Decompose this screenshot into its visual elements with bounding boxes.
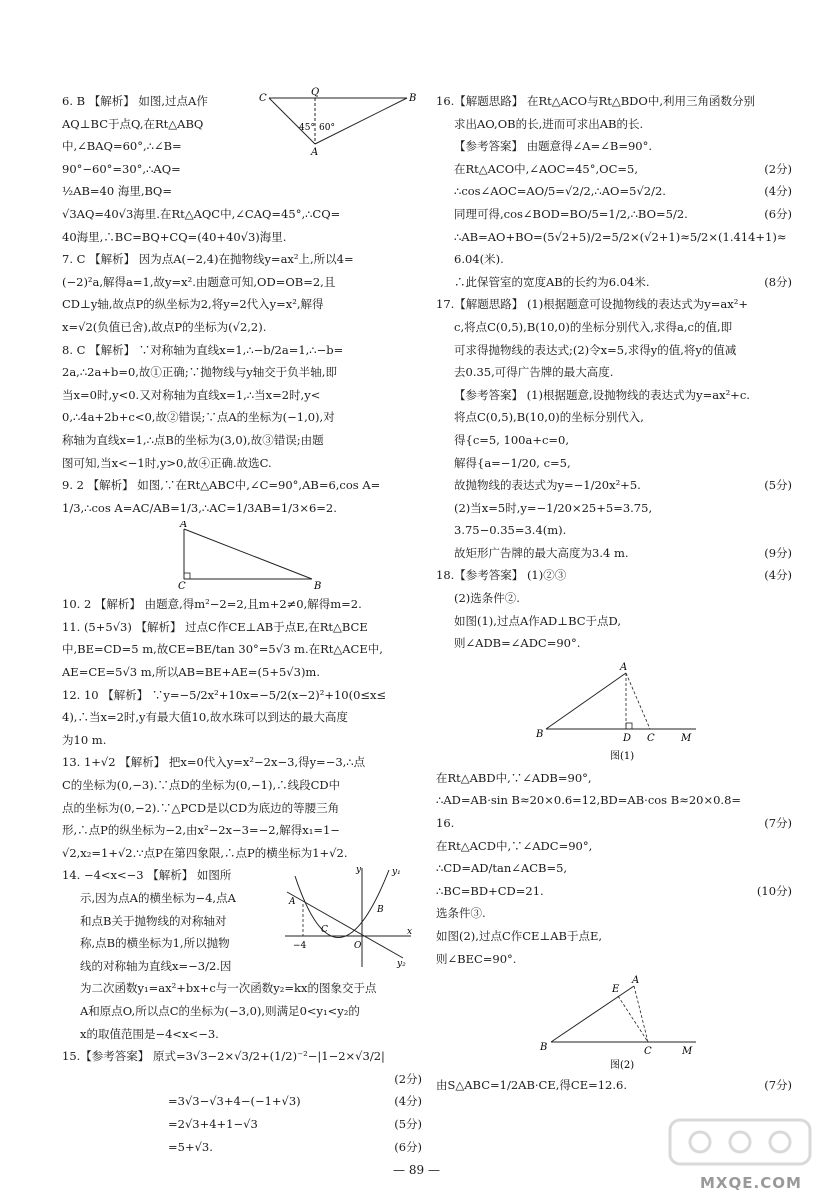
answer-16-line: ∴此保管室的宽度AB的长约为6.04米.	[454, 274, 650, 289]
answer-16-line: 【参考答案】 由题意得∠A=∠B=90°.	[454, 139, 652, 154]
fig14-label-y: y	[356, 865, 362, 876]
fig2-label-m: M	[682, 1046, 693, 1058]
answer-14-line: 14. −4<x<−3 【解析】 如图所	[62, 868, 232, 883]
answer-13	[62, 751, 422, 864]
fig14-label-o: O	[354, 941, 362, 952]
answer-7-line: (−2)²a,解得a=1,故y=x².由题意可知,OD=OB=2,且	[62, 274, 336, 289]
score-points: (4分)	[764, 568, 792, 583]
answer-18-line: 选条件③.	[436, 906, 486, 921]
answer-11-line: 11. (5+5√3) 【解析】 过点C作CE⊥AB于点E,在Rt△BCE	[62, 619, 368, 634]
answer-6-line: 中,∠BAQ=60°,∴∠B=	[62, 139, 182, 154]
answer-18-line: 16.	[436, 816, 455, 831]
answer-13-line: 13. 1+√2 【解析】 把x=0代入y=x²−2x−3,得y=−3,∴点	[62, 755, 366, 770]
answer-18-line: ∴BC=BD+CD=21.	[436, 883, 544, 898]
answer-10-line: 10. 2 【解析】 由题意,得m²−2=2,且m+2≠0,解得m=2.	[62, 597, 362, 612]
answer-17-line: 解得{a=−1/20, c=5,	[454, 455, 571, 470]
answer-16	[436, 90, 792, 293]
answer-11-line: 中,BE=CD=5 m,故CE=BE/tan 30°=5√3 m.在Rt△ACE中,	[62, 642, 383, 657]
left-column	[62, 87, 422, 1158]
fig14-label-y2: y₂	[397, 959, 406, 970]
fig2-label-b: B	[540, 1042, 548, 1054]
answer-17-line: 17.【解题思路】 (1)根据题意可设抛物线的表达式为y=ax²+	[436, 297, 748, 312]
answer-7	[62, 248, 422, 338]
score-points: (8分)	[764, 274, 792, 289]
answer-13-line: 形,∴点P的纵坐标为−2,由x²−2x−3=−2,解得x₁=1−	[62, 823, 340, 838]
fig14-label-b: B	[377, 905, 384, 916]
fig6-label-q: Q	[311, 87, 320, 98]
answer-7-line: 7. C 【解析】 因为点A(−2,4)在抛物线y=ax²上,所以4=	[62, 252, 354, 267]
fig6-label-a: A	[311, 147, 319, 156]
watermark-text: MXQE.COM	[700, 1174, 802, 1192]
answer-18-continued	[436, 767, 792, 1097]
score-points: (10分)	[756, 883, 792, 898]
answer-9-line: 9. 2 【解析】 如图,∵在Rt△ABC中,∠C=90°,AB=6,cos A=	[62, 478, 381, 493]
answer-17-line: 得{c=5, 100a+c=0,	[454, 432, 570, 447]
fig2-label-c: C	[644, 1046, 652, 1058]
answer-7-line: x=√2(负值已舍),故点P的坐标为(√2,2).	[62, 319, 267, 334]
fig1-label-m: M	[681, 732, 692, 744]
fig14-label-x: x	[407, 927, 413, 938]
answer-8	[62, 339, 422, 475]
answer-18-line: (2)选条件②.	[454, 591, 520, 606]
answer-16-line: 求出AO,OB的长,进而可求出AB的长.	[454, 116, 644, 131]
answer-18-line: 在Rt△ACD中,∵∠ADC=90°,	[436, 838, 593, 853]
answer-18-line: 如图(1),过点A作AD⊥BC于点D,	[454, 613, 622, 628]
figure-q14	[277, 862, 417, 972]
answer-17-line: 可求得抛物线的表达式;(2)令x=5,求得y的值,将y的值减	[454, 342, 737, 357]
answer-8-line: 2a,∴2a+b=0,故①正确;∵抛物线与y轴交于负半轴,即	[62, 365, 337, 380]
answer-18-line: ∴AD=AB·sin B≈20×0.6=12,BD=AB·cos B≈20×0.8=	[436, 793, 742, 808]
figure-q6	[257, 86, 422, 156]
figure-q9	[172, 521, 372, 591]
answer-17	[436, 293, 792, 564]
answer-15-line: 15.【参考答案】 原式=3√3−2×√3/2+(1/2)⁻²−|1−2×√3/2|	[62, 1049, 385, 1064]
fig2-caption: 图(2)	[610, 1060, 635, 1072]
answer-18-line: 则∠BEC=90°.	[436, 951, 517, 966]
score-points: (9分)	[764, 545, 792, 560]
answer-17-line: 故抛物线的表达式为y=−1/20x²+5.	[454, 478, 641, 493]
answer-13-line: √2,x₂=1+√2.∵点P在第四象限,∴点P的横坐标为1+√2.	[62, 845, 348, 860]
answer-17-line: c,将点C(0,5),B(10,0)的坐标分别代入,求得a,c的值,即	[454, 319, 733, 334]
answer-16-line: 在Rt△ACO中,∠AOC=45°,OC=5,	[454, 161, 638, 176]
answer-16-line: 同理可得,cos∠BOD=BO/5=1/2,∴BO=5/2.	[454, 206, 688, 221]
answer-15	[62, 1045, 422, 1158]
answer-8-line: 图可知,当x<−1时,y>0,故④正确.故选C.	[62, 455, 272, 470]
answer-8-line: 当x=0时,y<0.又对称轴为直线x=1,∴当x=2时,y<	[62, 387, 321, 402]
answer-12-line: 为10 m.	[62, 732, 107, 747]
score-points: (4分)	[394, 1094, 422, 1109]
score-points: (4分)	[764, 184, 792, 199]
figure-18-1	[436, 657, 792, 765]
answer-6	[62, 87, 422, 248]
answer-8-line: 8. C 【解析】 ∵对称轴为直线x=1,∴−b/2a=1,∴−b=	[62, 342, 344, 357]
fig14-label-neg4: −4	[293, 941, 307, 952]
fig9-label-a: A	[180, 521, 188, 531]
answer-16-line: 6.04(米).	[454, 252, 504, 267]
answer-6-line: 90°−60°=30°,∴AQ=	[62, 161, 181, 176]
fig1-label-b: B	[536, 728, 544, 740]
answer-15-line: =5+√3.	[168, 1139, 213, 1154]
score-points: (5分)	[394, 1116, 422, 1131]
answer-17-line: 去0.35,可得广告牌的最大高度.	[454, 365, 614, 380]
answer-18-line: 则∠ADB=∠ADC=90°.	[454, 636, 581, 651]
answer-9-line: 1/3,∴cos A=AC/AB=1/3,∴AC=1/3AB=1/3×6=2.	[62, 500, 337, 515]
fig1-label-a: A	[620, 661, 628, 673]
fig6-label-c: C	[259, 93, 267, 104]
answer-14	[62, 864, 422, 1045]
fig1-label-d: D	[623, 732, 632, 744]
answer-14-line: A和原点O,所以点C的坐标为(−3,0),则满足0<y₁<y₂的	[80, 1003, 360, 1018]
fig2-label-e: E	[612, 984, 620, 996]
answer-15-line: =2√3+4+1−√3	[168, 1116, 258, 1131]
answer-9	[62, 474, 422, 591]
answer-18-line: 如图(2),过点C作CE⊥AB于点E,	[436, 929, 603, 943]
answer-18-line: 在Rt△ABD中,∵∠ADB=90°,	[436, 770, 592, 785]
answer-6-line: AQ⊥BC于点Q,在Rt△ABQ	[62, 116, 204, 131]
answer-14-line: 线的对称轴为直线x=−3/2.因	[80, 958, 232, 973]
answer-7-line: CD⊥y轴,故点P的纵坐标为2,将y=2代入y=x²,解得	[62, 297, 324, 312]
answer-14-line: 称,点B的横坐标为1,所以抛物	[80, 936, 230, 951]
score-points: (2分)	[394, 1071, 422, 1086]
answer-10	[62, 593, 422, 616]
fig14-label-c: C	[321, 925, 328, 936]
answer-18-line: 由S△ABC=1/2AB·CE,得CE=12.6.	[436, 1078, 627, 1093]
answer-16-line: ∴cos∠AOC=AO/5=√2/2,∴AO=5√2/2.	[454, 184, 666, 199]
fig1-caption: 图(1)	[610, 750, 635, 762]
answer-17-line: 【参考答案】 (1)根据题意,设抛物线的表达式为y=ax²+c.	[454, 387, 750, 402]
answer-13-line: C的坐标为(0,−3).∵点D的坐标为(0,−1),∴线段CD中	[62, 778, 341, 793]
answer-11-line: AE=CE=5√3 m,所以AB=BE+AE=(5+5√3)m.	[62, 665, 320, 680]
answer-18-line: 18.【参考答案】 (1)②③	[436, 568, 567, 583]
answer-6-line: 40海里,∴BC=BQ+CQ=(40+40√3)海里.	[62, 229, 287, 244]
answer-14-line: 和点B关于抛物线的对称轴对	[80, 913, 227, 928]
figure-18-2	[436, 972, 792, 1072]
fig6-angle-45: 45°	[299, 123, 315, 133]
answer-14-line: 示,因为点A的横坐标为−4,点A	[80, 891, 236, 905]
answer-12	[62, 684, 422, 752]
fig14-label-a: A	[289, 897, 296, 908]
score-points: (6分)	[394, 1139, 422, 1154]
answer-16-line: ∴AB=AO+BO=(5√2+5)/2=5/2×(√2+1)≈5/2×(1.414+1)≈	[454, 229, 787, 244]
fig2-label-a: A	[632, 975, 640, 987]
answer-12-line: 4),∴当x=2时,y有最大值10,故水珠可以到达的最大高度	[62, 710, 348, 725]
score-points: (2分)	[764, 161, 792, 176]
fig6-label-b: B	[409, 93, 417, 104]
answer-17-line: 3.75−0.35=3.4(m).	[454, 523, 567, 538]
answer-17-line: (2)当x=5时,y=−1/20×25+5=3.75,	[454, 500, 653, 515]
answer-6-line: ½AB=40 海里,BQ=	[62, 184, 172, 199]
fig1-label-c: C	[647, 732, 655, 744]
answer-11	[62, 616, 422, 684]
answer-14-line: 为二次函数y₁=ax²+bx+c与一次函数y₂=kx的图象交于点	[80, 981, 377, 996]
fig9-label-c: C	[178, 581, 186, 592]
page-number: — 89 —	[393, 1163, 440, 1177]
answer-12-line: 12. 10 【解析】 ∵y=−5/2x²+10x=−5/2(x−2)²+10(0≤x≤	[62, 687, 387, 702]
answer-16-line: 16.【解题思路】 在Rt△ACO与Rt△BDO中,利用三角函数分别	[436, 94, 755, 108]
answer-6-line: 6. B 【解析】 如图,过点A作	[62, 94, 208, 108]
answer-17-line: 故矩形广告牌的最大高度为3.4 m.	[454, 545, 629, 560]
answer-14-line: x的取值范围是−4<x<−3.	[80, 1026, 219, 1041]
score-points: (7分)	[764, 1078, 792, 1093]
answer-8-line: 0,∴4a+2b+c<0,故②错误;∵点A的坐标为(−1,0),对	[62, 410, 335, 425]
score-points: (5分)	[764, 478, 792, 493]
answer-15-line: =3√3−√3+4−(−1+√3)	[168, 1094, 301, 1109]
answer-18-line: ∴CD=AD/tan∠ACB=5,	[436, 861, 568, 876]
answer-8-line: 称轴为直线x=1,∴点B的坐标为(3,0),故③错误;由题	[62, 432, 324, 447]
right-column	[436, 90, 792, 1097]
score-points: (7分)	[764, 816, 792, 831]
answer-17-line: 将点C(0,5),B(10,0)的坐标分别代入,	[454, 410, 644, 425]
answer-6-line: √3AQ=40√3海里.在Rt△AQC中,∠CAQ=45°,∴CQ=	[62, 206, 341, 221]
fig6-angle-60: 60°	[319, 123, 335, 133]
answer-18	[436, 564, 792, 764]
fig9-label-b: B	[314, 581, 322, 592]
score-points: (6分)	[764, 206, 792, 221]
fig14-label-y1: y₁	[392, 867, 401, 878]
answer-13-line: 点的坐标为(0,−2).∵△PCD是以CD为底边的等腰三角	[62, 800, 340, 815]
